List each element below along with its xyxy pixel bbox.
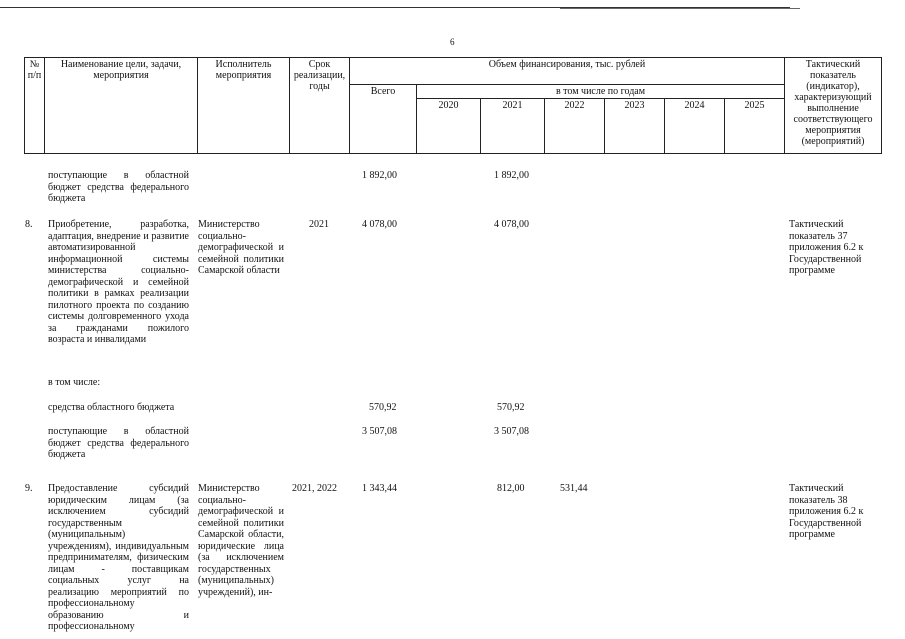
header-name: Наименование цели, задачи, мероприятия (45, 58, 198, 154)
item8-executor: Министерство социально-демографической и семейной политики Самарской области (198, 219, 284, 276)
item8-term: 2021 (309, 219, 329, 230)
item8-name: Приобретение, разработка, адаптация, внедрение и развитие автоматизированной информационной системы министерства социально-демографической и семейной политики в рамках реализации пилотного проекта по созданию системы долговременного ухода за гражданами пожилого возраста и инвалидами (48, 219, 189, 345)
item8-total: 4 078,00 (362, 219, 397, 230)
header-executor: Исполнитель мероприятия (198, 58, 290, 154)
header-financing: Объем финансирования, тыс. рублей (350, 58, 785, 85)
federal-total: 3 507,08 (362, 426, 397, 437)
item8-indicator: Тактический показатель 37 приложения 6.2 к Государственной программе (789, 219, 864, 276)
item9-2021: 812,00 (497, 483, 525, 494)
item9-name: Предоставление субсидий юридическим лицам (за исключением субсидий государственным (муниципальным) учреждениям), индивидуальным предпринимателям, физическим лицам - поставщикам социальных услуг на реализацию мероприятий по профессиональному образованию и профессиональному (48, 483, 189, 632)
header-num: № п/п (25, 58, 45, 154)
item8-num: 8. (25, 219, 33, 230)
header-year: 2023 (605, 99, 665, 154)
header-indicator: Тактический показатель (индикатор), характеризующий выполнение соответствующего мероприятия (мероприятий) (785, 58, 882, 154)
header-total: Всего (350, 85, 417, 154)
item9-num: 9. (25, 483, 33, 494)
item8-2021: 4 078,00 (494, 219, 529, 230)
header-by-years: в том числе по годам (417, 85, 785, 99)
table-header (24, 57, 882, 154)
header-term: Срок реализации, годы (290, 58, 350, 154)
item9-2022: 531,44 (560, 483, 588, 494)
header-year: 2025 (725, 99, 785, 154)
header-year: 2020 (417, 99, 481, 154)
fed-cont-2021: 1 892,00 (494, 170, 529, 181)
regional-total: 570,92 (369, 402, 397, 413)
item9-term: 2021, 2022 (292, 483, 337, 494)
regional-name: средства областного бюджета (48, 402, 175, 413)
incl-label: в том числе: (48, 377, 101, 388)
fed-cont-total: 1 892,00 (362, 170, 397, 181)
scan-top-line-2 (560, 8, 800, 9)
page-number: 6 (450, 37, 455, 47)
header-year: 2024 (665, 99, 725, 154)
item9-executor: Министерство социально-демографической и семейной политики Самарской области, юридические лица (за исключением государственных (муниципальных) учреждений), ин- (198, 483, 284, 598)
header-year: 2021 (481, 99, 545, 154)
item9-total: 1 343,44 (362, 483, 397, 494)
federal-2021: 3 507,08 (494, 426, 529, 437)
regional-2021: 570,92 (497, 402, 525, 413)
header-year: 2022 (545, 99, 605, 154)
federal-name: поступающие в областной бюджет средства федерального бюджета (48, 426, 189, 460)
item9-indicator: Тактический показатель 38 приложения 6.2 к Государственной программе (789, 483, 864, 540)
fed-cont-name: поступающие в областной бюджет средства федерального бюджета (48, 170, 189, 204)
